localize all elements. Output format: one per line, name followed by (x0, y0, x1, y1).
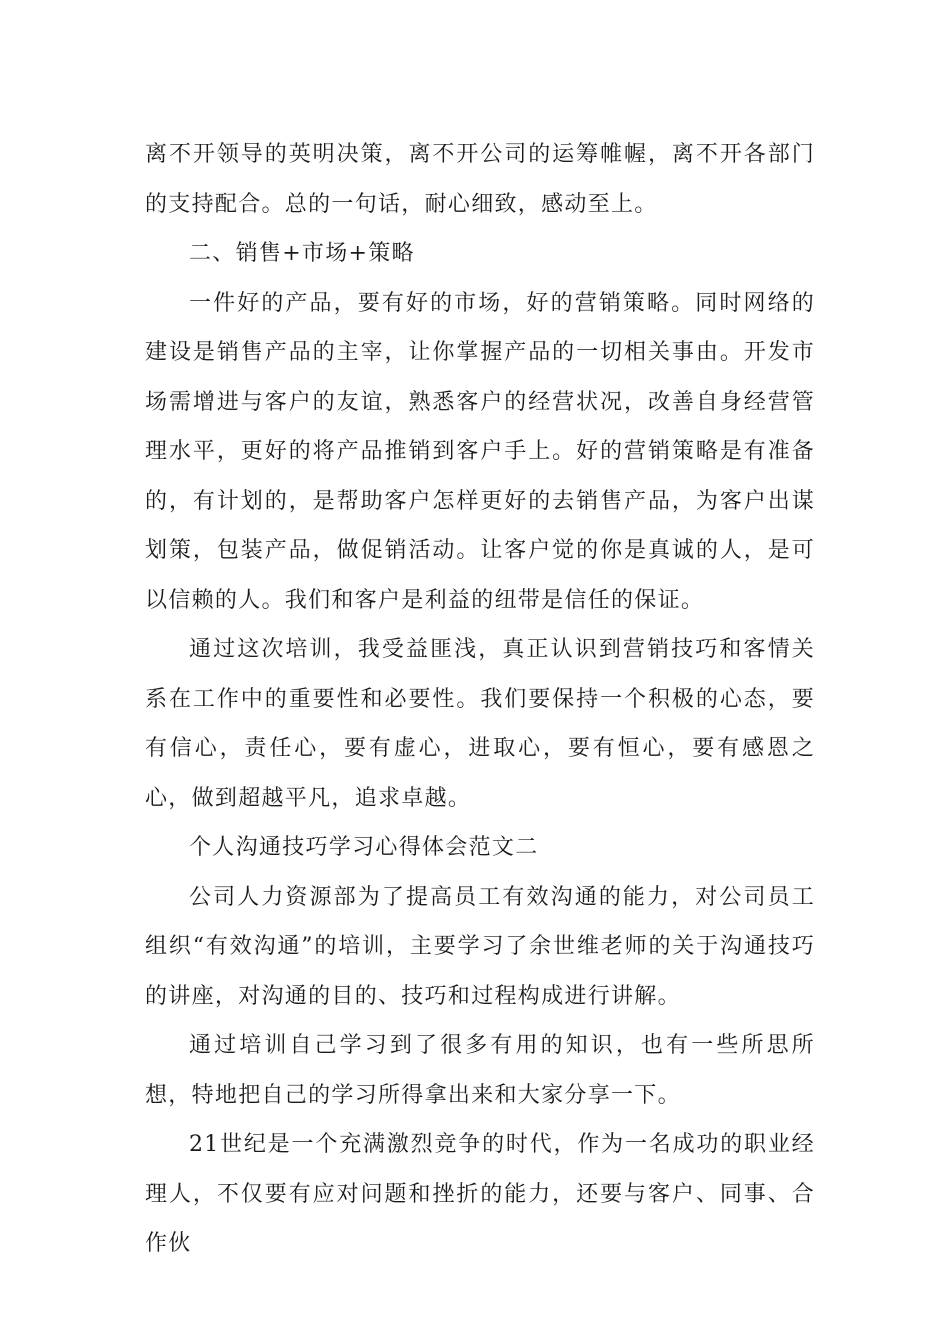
paragraph-hr-training: 公司人力资源部为了提高员工有效沟通的能力，对公司员工组织“有效沟通”的培训，主要学习了余世维老师的关于沟通技巧的讲座，对沟通的目的、技巧和过程构成进行讲解。 (145, 884, 815, 1009)
article-title-sample-two: 个人沟通技巧学习心得体会范文二 (189, 835, 539, 860)
document-body (145, 130, 815, 1269)
section-heading-sales-market-strategy: 二、销售+市场+策略 (189, 241, 415, 266)
paragraph-product-market: 一件好的产品，要有好的市场，好的营销策略。同时网络的建设是销售产品的主宰，让你掌握产品的一切相关事由。开发市场需增进与客户的友谊，熟悉客户的经营状况，改善自身经营管理水平，更好的将产品推销到客户手上。好的营销策略是有准备的，有计划的，是帮助客户怎样更好的去销售产品，为客户出谋划策，包装产品，做促销活动。让客户觉的你是真诚的人，是可以信赖的人。我们和客户是利益的纽带是信任的保证。 (145, 290, 815, 613)
paragraph-21st-century: 21世纪是一个充满激烈竞争的时代，作为一名成功的职业经理人，不仅要有应对问题和挫折的能力，还要与客户、同事、合作伙 (145, 1132, 815, 1256)
paragraph-training-reflection: 通过这次培训，我受益匪浅，真正认识到营销技巧和客情关系在工作中的重要性和必要性。我们要保持一个积极的心态，要有信心，责任心，要有虚心，进取心，要有恒心，要有感恩之心，做到超越平凡，追求卓越。 (145, 637, 815, 811)
paragraph-continuation: 离不开领导的英明决策，离不开公司的运筹帷幄，离不开各部门的支持配合。总的一句话，耐心细致，感动至上。 (145, 142, 815, 217)
paragraph-learning-share: 通过培训自己学习到了很多有用的知识，也有一些所思所想，特地把自己的学习所得拿出来和大家分享一下。 (145, 1033, 815, 1108)
